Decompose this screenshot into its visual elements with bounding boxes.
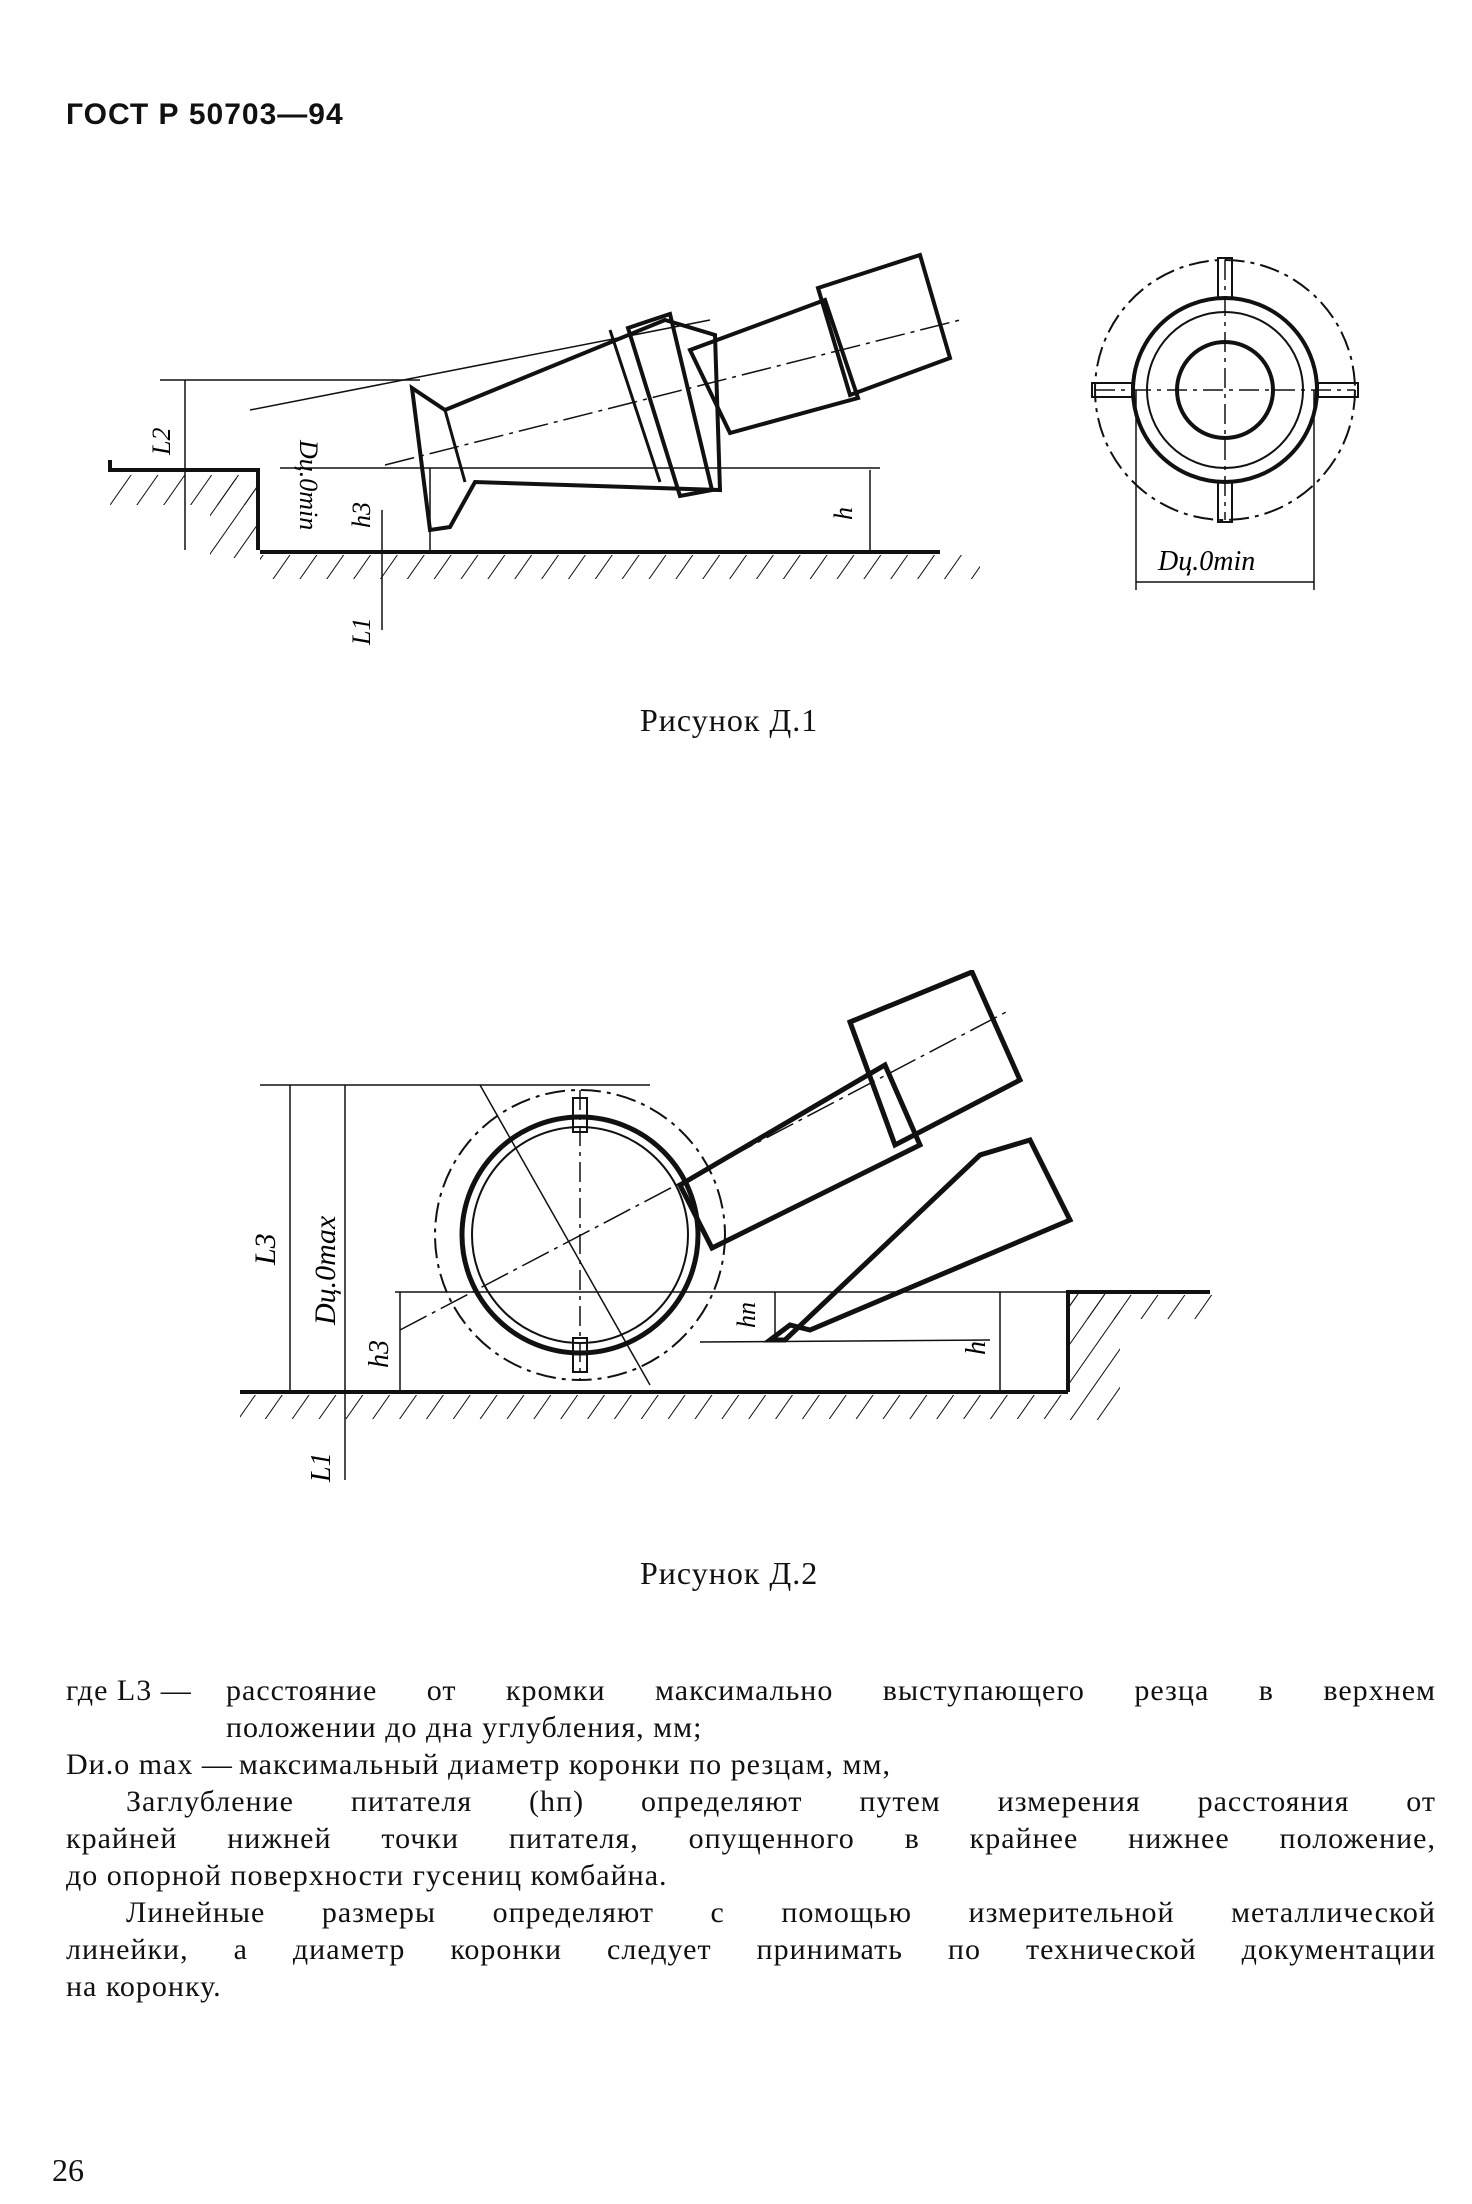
definition-L3-line2: положении до дна углубления, мм; [226,1711,703,1744]
document-header: ГОСТ Р 50703—94 [66,98,344,131]
definition-term-Dmax: Dи.о max — [66,1748,233,1781]
figure-d1-side-view [100,250,980,680]
label-Dmin-front: Dц.0min [1158,546,1256,577]
label-Dmin-side: Dц.0min [294,440,323,531]
figure-d2-side-view [230,970,1230,1490]
label-hn: hп [732,1302,761,1328]
figure-d1-front-view [1080,240,1370,610]
body-text [66,1672,1436,2005]
label-h3: h3 [364,1340,395,1368]
paragraph2-line1: Линейные размеры определяют с помощью измерительной металлической [126,1896,1436,1929]
paragraph2-line3: на коронку. [66,1970,222,2003]
paragraph1-line2: крайней нижней точки питателя, опущенного в крайнее нижнее положение, [66,1822,1436,1855]
figure1-caption: Рисунок Д.1 [640,702,819,738]
label-L1: L1 [347,617,376,645]
paragraph1-line1: Заглубление питателя (hп) определяют путем измерения расстояния от [126,1785,1436,1818]
paragraph1-line3: до опорной поверхности гусениц комбайна. [66,1859,668,1892]
label-h: h [829,507,858,520]
label-L1: L1 [306,1452,337,1482]
page-number: 26 [52,2152,84,2188]
label-h: h [961,1341,992,1355]
label-Dmax: Dц.0max [309,1215,342,1325]
definition-Dmax-body: максимальный диаметр коронки по резцам, мм, [238,1748,892,1781]
label-L3: L3 [249,1233,282,1265]
label-L2: L2 [147,427,176,455]
figure2-caption: Рисунок Д.2 [640,1555,819,1591]
paragraph2-line2: линейки, а диаметр коронки следует принимать по технической документации [66,1933,1436,1966]
label-h3: h3 [347,502,376,528]
definition-L3-line1: расстояние от кромки максимально выступающего резца в верхнем [226,1674,1436,1707]
definition-term-L3: где L3 — [66,1674,192,1707]
